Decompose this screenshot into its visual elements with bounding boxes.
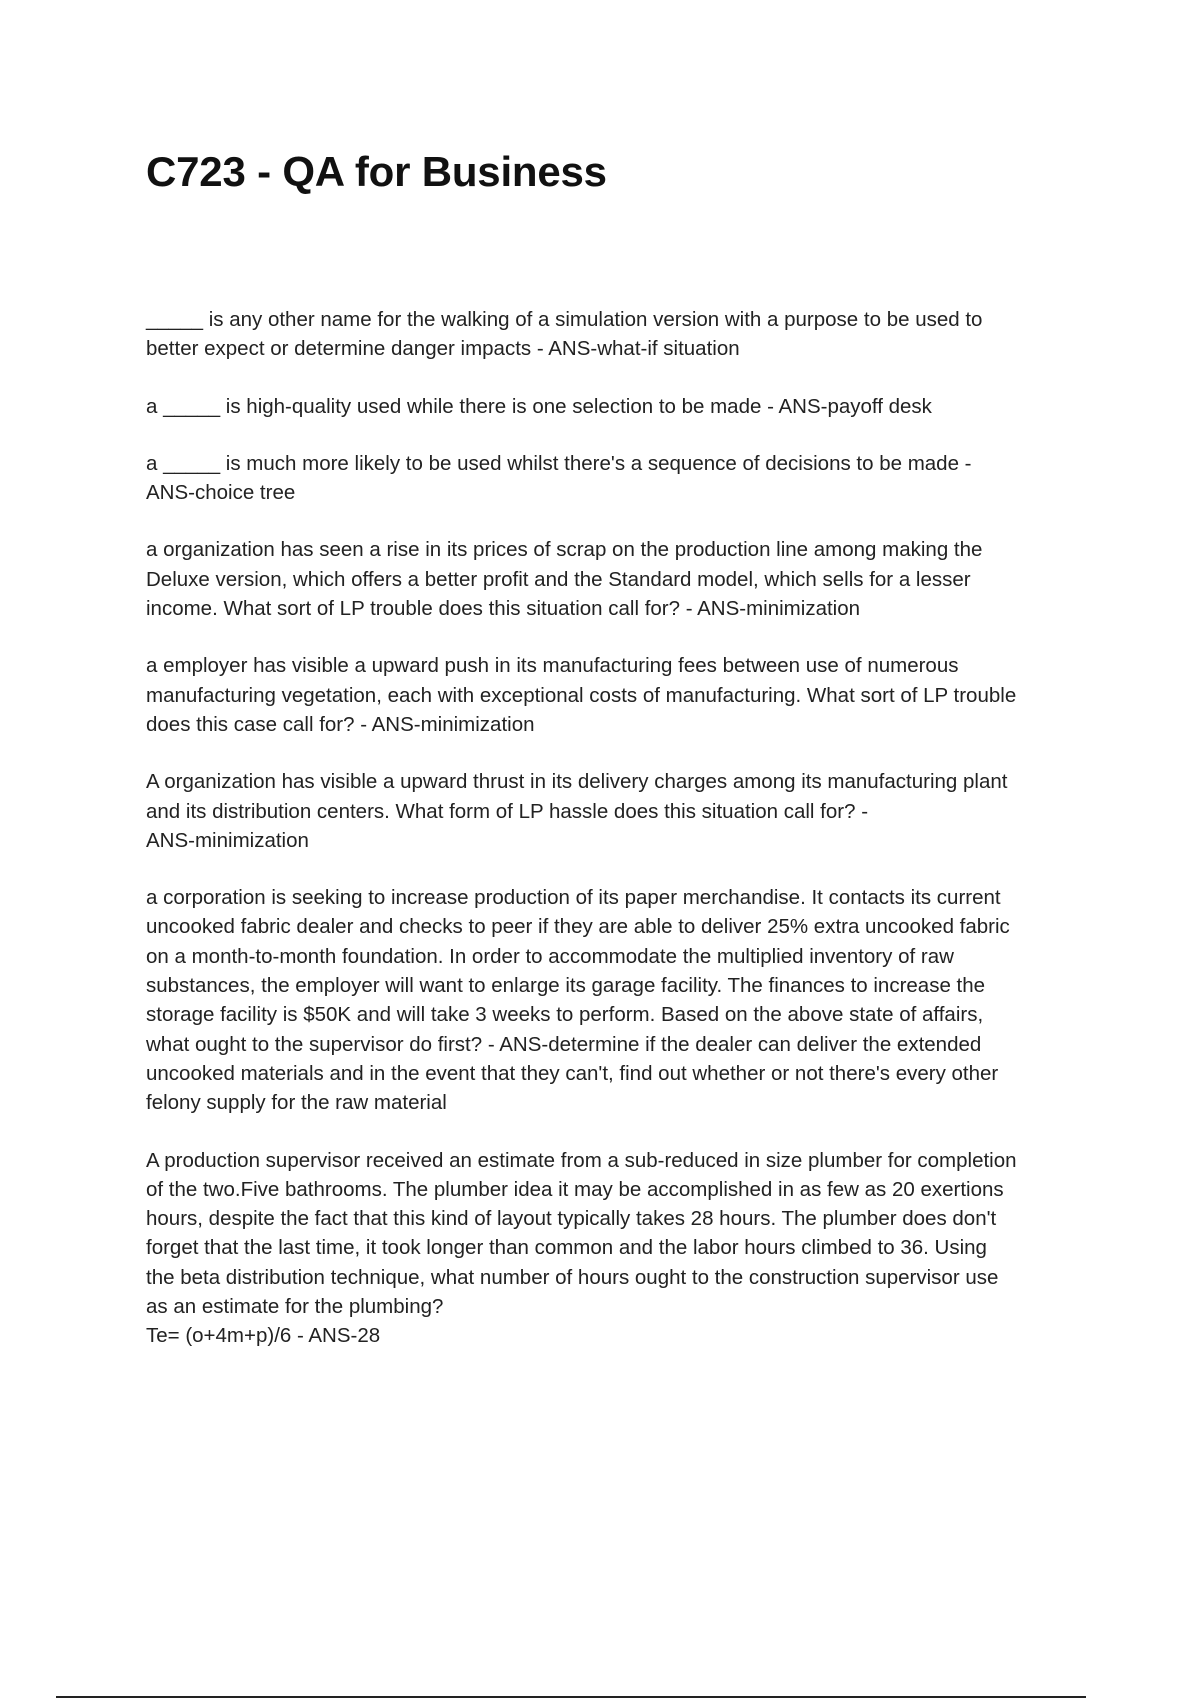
qa-line: on a month-to-month foundation. In order to accommodate the multiplied inventory of raw bbox=[146, 944, 954, 968]
qa-line: A organization has visible a upward thrust in its delivery charges among its manufacturing plant bbox=[146, 770, 1008, 794]
footer-divider bbox=[56, 1696, 1086, 1698]
qa-line: Deluxe version, which offers a better profit and the Standard model, which sells for a lesser bbox=[146, 567, 971, 591]
qa-line: hours, despite the fact that this kind of layout typically takes 28 hours. The plumber does don't bbox=[146, 1207, 997, 1231]
qa-item bbox=[146, 392, 1096, 421]
qa-item bbox=[146, 305, 1096, 364]
qa-line: a _____ is much more likely to be used whilst there's a sequence of decisions to be made - bbox=[146, 451, 972, 475]
qa-item bbox=[146, 651, 1096, 739]
qa-item bbox=[146, 883, 1096, 1117]
qa-line: uncooked fabric dealer and checks to peer if they are able to deliver 25% extra uncooked fabric bbox=[146, 915, 1010, 939]
qa-line: a _____ is high-quality used while there is one selection to be made - ANS-payoff desk bbox=[146, 394, 932, 418]
qa-line: and its distribution centers. What form of LP hassle does this situation call for? - bbox=[146, 799, 869, 823]
qa-item bbox=[146, 767, 1096, 855]
qa-line: substances, the employer will want to enlarge its garage facility. The finances to increase the bbox=[146, 974, 986, 998]
qa-line: of the two.Five bathrooms. The plumber idea it may be accomplished in as few as 20 exertions bbox=[146, 1177, 1004, 1201]
qa-line: A production supervisor received an estimate from a sub-reduced in size plumber for completion bbox=[146, 1148, 1017, 1172]
qa-list bbox=[146, 305, 1096, 1379]
qa-line: storage facility is $50K and will take 3 weeks to perform. Based on the above state of affairs, bbox=[146, 1003, 984, 1027]
qa-item bbox=[146, 535, 1096, 623]
qa-line: better expect or determine danger impacts - ANS-what-if situation bbox=[146, 337, 740, 361]
qa-item bbox=[146, 1146, 1096, 1351]
qa-line: felony supply for the raw material bbox=[146, 1091, 447, 1115]
qa-line: manufacturing vegetation, each with exceptional costs of manufacturing. What sort of LP trouble bbox=[146, 683, 1017, 707]
qa-line: a corporation is seeking to increase production of its paper merchandise. It contacts its current bbox=[146, 886, 1001, 910]
page-title: C723 - QA for Business bbox=[146, 148, 607, 195]
qa-line: _____ is any other name for the walking of a simulation version with a purpose to be used to bbox=[146, 308, 983, 331]
qa-line: a employer has visible a upward push in its manufacturing fees between use of numerous bbox=[146, 654, 959, 678]
qa-line: uncooked materials and in the event that they can't, find out whether or not there's every other bbox=[146, 1061, 999, 1085]
qa-line: as an estimate for the plumbing? bbox=[146, 1295, 444, 1319]
qa-line: ANS-minimization bbox=[146, 828, 309, 852]
qa-line: Te= (o+4m+p)/6 - ANS-28 bbox=[146, 1324, 381, 1348]
qa-line: forget that the last time, it took longer than common and the labor hours climbed to 36. Using bbox=[146, 1236, 987, 1260]
qa-line: does this case call for? - ANS-minimization bbox=[146, 712, 535, 736]
qa-line: ANS-choice tree bbox=[146, 481, 296, 505]
qa-line: the beta distribution technique, what number of hours ought to the construction supervisor use bbox=[146, 1265, 999, 1289]
qa-item bbox=[146, 449, 1096, 508]
qa-line: income. What sort of LP trouble does this situation call for? - ANS-minimization bbox=[146, 597, 861, 621]
qa-line: a organization has seen a rise in its prices of scrap on the production line among making the bbox=[146, 538, 983, 562]
qa-line: what ought to the supervisor do first? - ANS-determine if the dealer can deliver the extended bbox=[146, 1032, 982, 1056]
